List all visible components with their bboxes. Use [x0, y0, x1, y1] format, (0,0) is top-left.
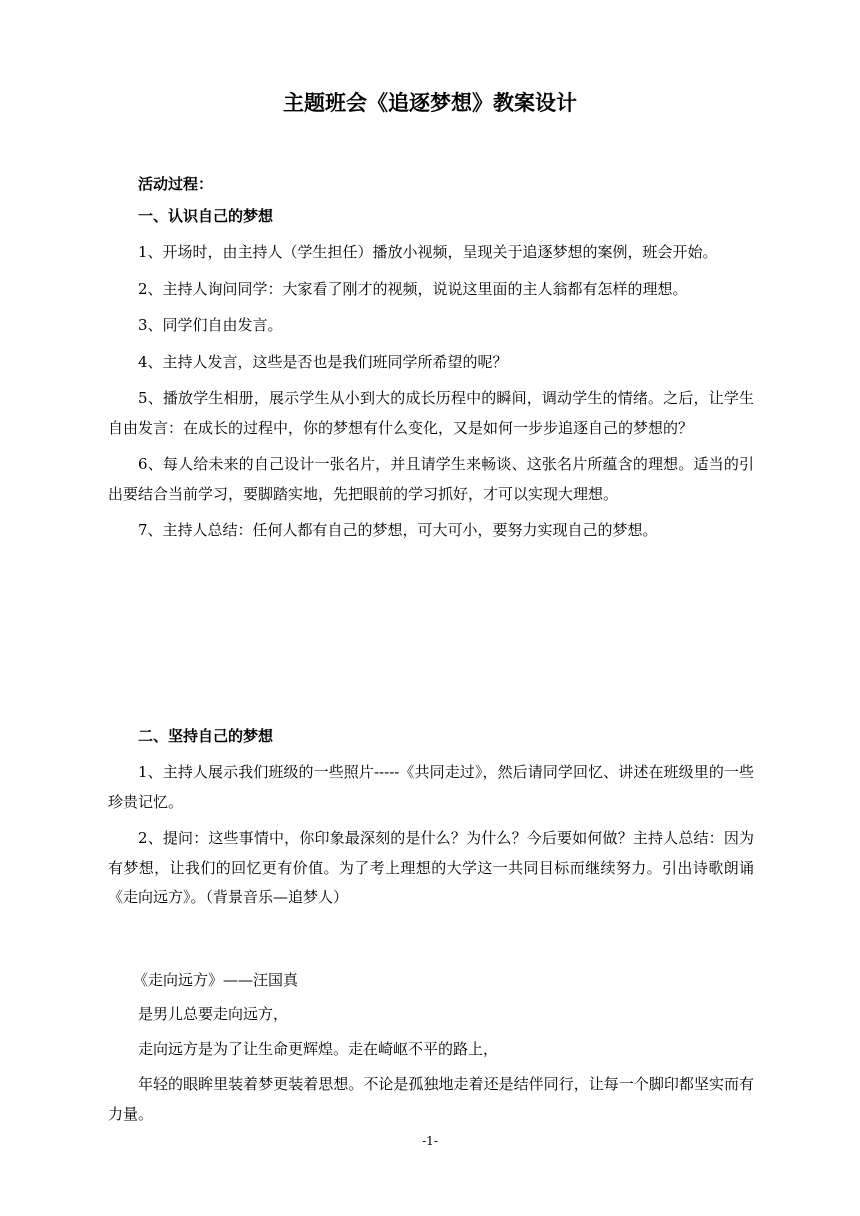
section1-item-4: 4、主持人发言，这些是否也是我们班同学所希望的呢？	[138, 352, 508, 371]
poem-line-1: 是男儿总要走向远方，	[138, 1005, 289, 1023]
section2-item-1: 1、主持人展示我们班级的一些照片-----《共同走过》，然后请同学回忆、讲述在班级里的一些珍贵记忆。	[108, 763, 754, 811]
section1-item-6: 6、每人给未来的自己设计一张名片，并且请学生来畅谈、这张名片所蕴含的理想。适当的引出要结合当前学习，要脚踏实地，先把眼前的学习抓好，才可以实现大理想。	[108, 455, 754, 503]
document-title: 主题班会《追逐梦想》教案设计	[283, 91, 577, 115]
section1-item-2: 2、主持人询问同学：大家看了刚才的视频，说说这里面的主人翁都有怎样的理想。	[138, 279, 688, 298]
activity-label: 活动过程：	[138, 175, 214, 193]
poem-stanza	[108, 1070, 754, 1129]
section1-body	[108, 238, 754, 546]
page-number: -1-	[422, 1134, 438, 1148]
section1-item-5: 5、播放学生相册，展示学生从小到大的成长历程中的瞬间，调动学生的情绪。之后，让学生自由发言：在成长的过程中，你的梦想有什么变化，又是如何一步步追逐自己的梦想的？	[108, 389, 754, 437]
poem-line-3: 年轻的眼眸里装着梦更装着思想。不论是孤独地走着还是结伴同行，让每一个脚印都坚实而有力量。	[108, 1075, 754, 1123]
section1-heading: 一、认识自己的梦想	[138, 207, 274, 225]
section2-item-2: 2、提问：这些事情中，你印象最深刻的是什么？为什么？今后要如何做？主持人总结：因为有梦想，让我们的回忆更有价值。为了考上理想的大学这一共同目标而继续努力。引出诗歌朗诵《走向远方》。（背景音乐—追梦人）	[108, 829, 754, 906]
section1-item-1: 1、开场时，由主持人（学生担任）播放小视频，呈现关于追逐梦想的案例，班会开始。	[138, 243, 718, 261]
poem-line-2: 走向远方是为了让生命更辉煌。走在崎岖不平的路上，	[138, 1040, 499, 1058]
section1-item-3: 3、同学们自由发言。	[138, 316, 283, 334]
section2-body	[108, 758, 754, 913]
poem-title: 《走向远方》——汪国真	[133, 971, 299, 989]
section2-heading: 二、坚持自己的梦想	[138, 727, 274, 745]
section1-item-7: 7、主持人总结：任何人都有自己的梦想，可大可小，要努力实现自己的梦想。	[138, 521, 658, 539]
